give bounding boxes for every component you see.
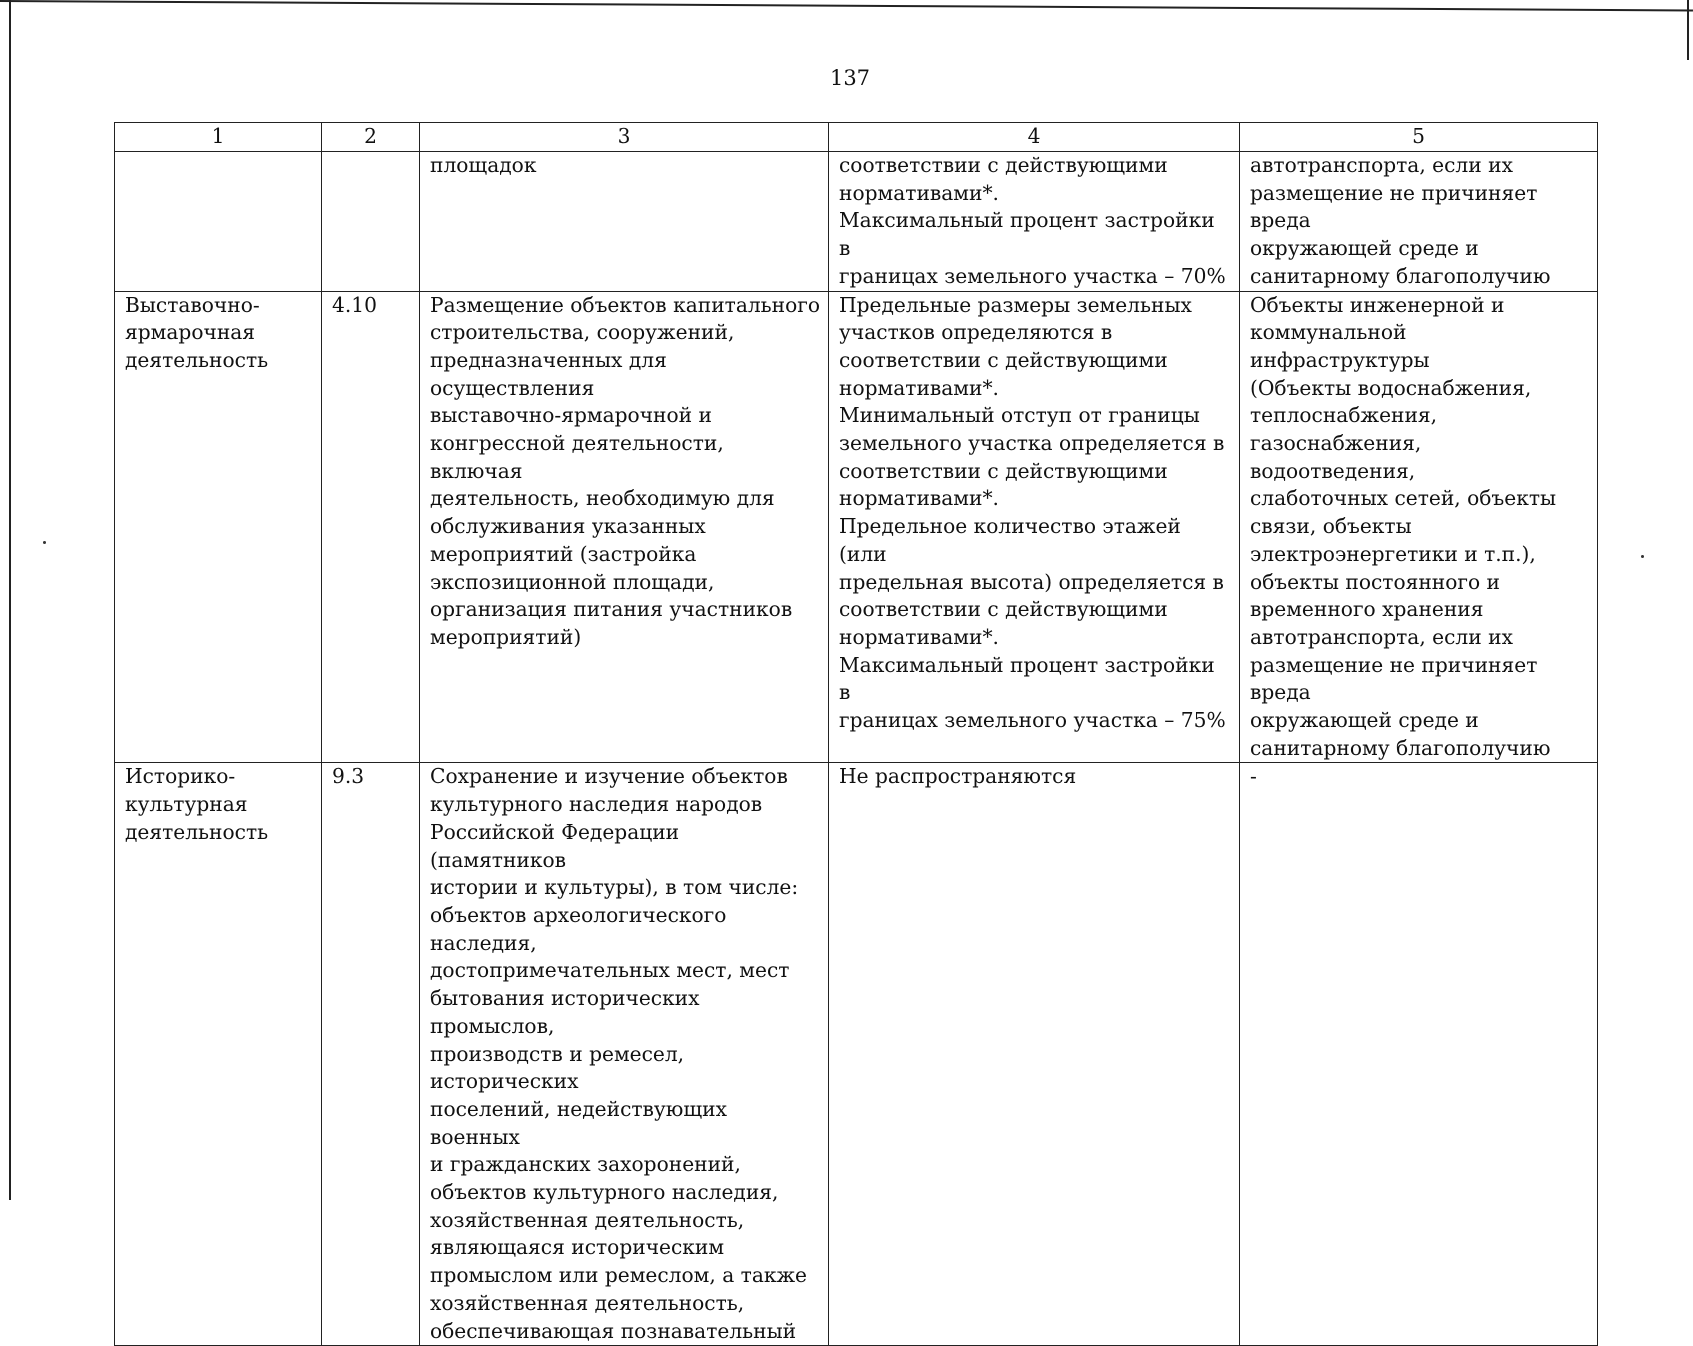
column-header: 4 bbox=[829, 123, 1240, 152]
column-header: 3 bbox=[420, 123, 829, 152]
auxiliary-uses-cell: автотранспорта, если их размещение не причиняет вреда окружающей среде и санитарному благополучию bbox=[1240, 152, 1598, 292]
table-row bbox=[115, 763, 1598, 1346]
land-use-name-cell bbox=[115, 152, 322, 292]
scan-frame-top bbox=[0, 0, 1693, 11]
column-header: 1 bbox=[115, 123, 322, 152]
scan-speck bbox=[1641, 555, 1644, 558]
page-number: 137 bbox=[829, 66, 871, 90]
column-header: 2 bbox=[322, 123, 420, 152]
table-row bbox=[115, 152, 1598, 292]
table-row bbox=[115, 291, 1598, 763]
column-header: 5 bbox=[1240, 123, 1598, 152]
description-cell: площадок bbox=[420, 152, 829, 292]
header-row bbox=[115, 123, 1598, 152]
scan-speck bbox=[43, 541, 46, 544]
auxiliary-uses-cell: - bbox=[1240, 763, 1598, 1346]
land-use-name-cell: Выставочно- ярмарочная деятельность bbox=[115, 291, 322, 763]
parameters-cell: Не распространяются bbox=[829, 763, 1240, 1346]
scan-frame-left bbox=[9, 0, 11, 1200]
auxiliary-uses-cell: Объекты инженерной и коммунальной инфраструктуры (Объекты водоснабжения, теплоснабжения, газоснабжения, водоотведения, слаботочных сетей, объекты связи, объекты электроэнергетики и т.п.), объекты постоянного и временного хранения автотранспорта, если их размещение не причиняет вреда окружающей среде и санитарному благополучию bbox=[1240, 291, 1598, 763]
parameters-cell: соответствии с действующими нормативами*. Максимальный процент застройки в границах земельного участка – 70% bbox=[829, 152, 1240, 292]
scan-frame-right bbox=[1687, 0, 1689, 60]
land-use-name-cell: Историко- культурная деятельность bbox=[115, 763, 322, 1346]
zoning-table bbox=[114, 122, 1598, 1346]
description-cell: Сохранение и изучение объектов культурного наследия народов Российской Федерации (памятников истории и культуры), в том числе: объектов археологического наследия, достопримечательных мест, мест бытования исторических промыслов, производств и ремесел, исторических поселений, недействующих военных и гражданских захоронений, объектов культурного наследия, хозяйственная деятельность, являющаяся историческим промыслом или ремеслом, а также хозяйственная деятельность, обеспечивающая познавательный bbox=[420, 763, 829, 1346]
parameters-cell: Предельные размеры земельных участков определяются в соответствии с действующими нормативами*. Минимальный отступ от границы земельного участка определяется в соответствии с действующими нормативами*. Предельное количество этажей (или предельная высота) определяется в соответствии с действующими нормативами*. Максимальный процент застройки в границах земельного участка – 75% bbox=[829, 291, 1240, 763]
description-cell: Размещение объектов капитального строительства, сооружений, предназначенных для осуществления выставочно-ярмарочной и конгрессной деятельности, включая деятельность, необходимую для обслуживания указанных мероприятий (застройка экспозиционной площади, организация питания участников мероприятий) bbox=[420, 291, 829, 763]
code-cell: 4.10 bbox=[322, 291, 420, 763]
code-cell bbox=[322, 152, 420, 292]
code-cell: 9.3 bbox=[322, 763, 420, 1346]
